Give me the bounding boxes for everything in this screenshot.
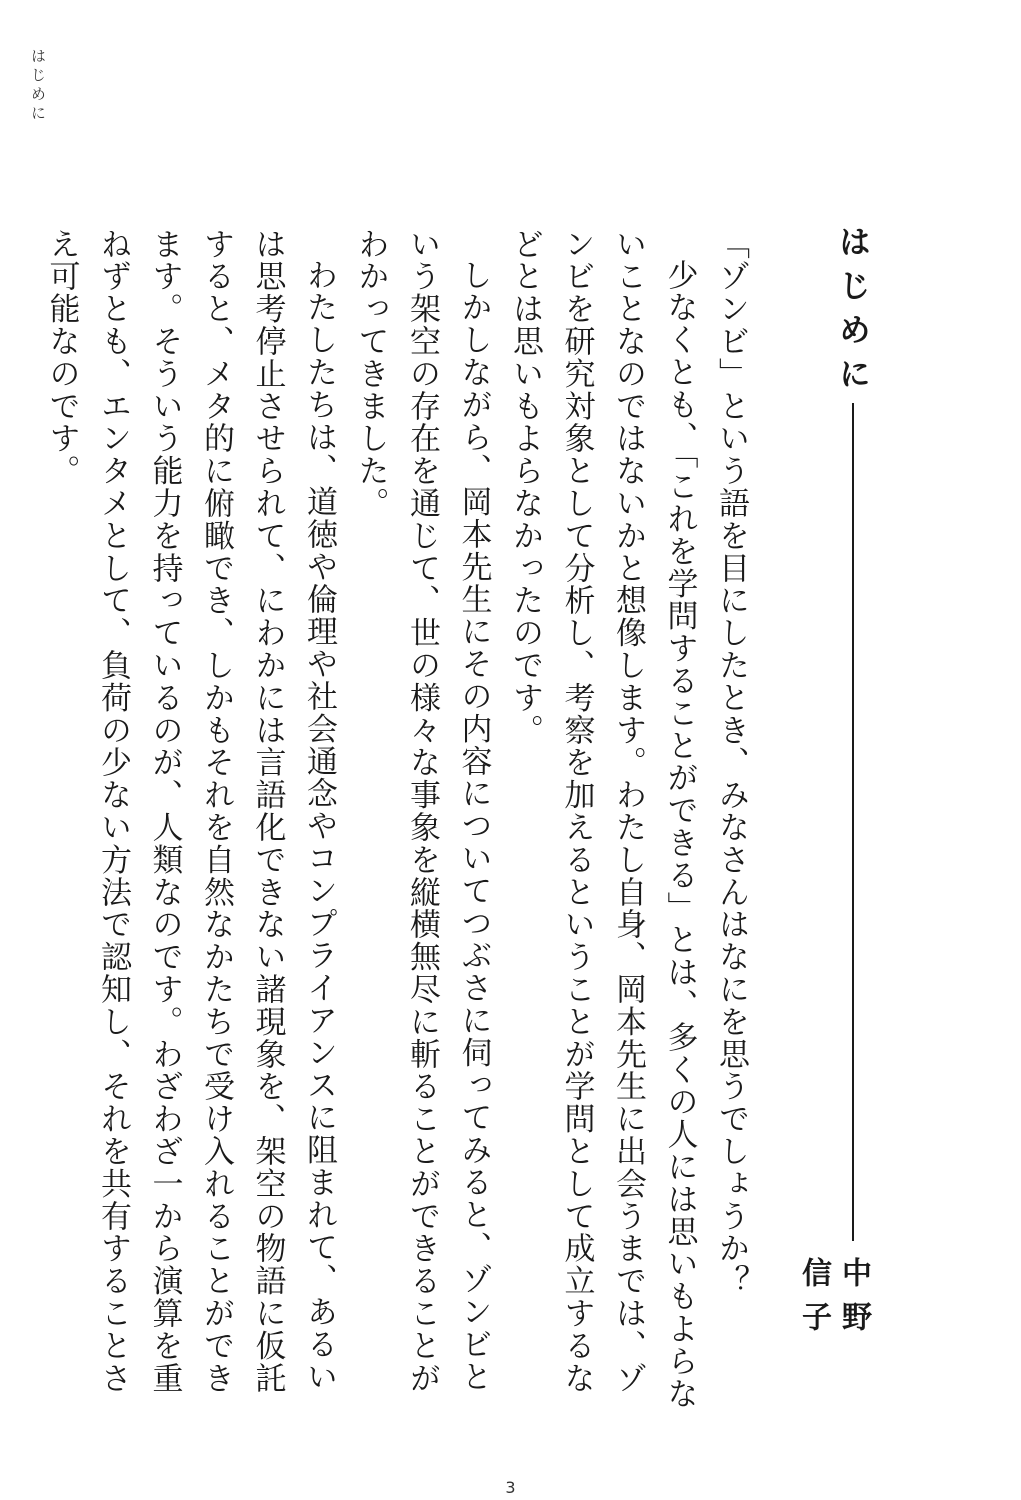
paragraph: 少なくとも、「これを学問することができる」とは、多くの人には思いもよらないことなのではないかと想像します。わたし自身、岡本先生に出会うまでは、ゾンビを研究対象として分析し、考察を加えるということが学問として成立するなどとは思いもよらなかったのです。 [507, 228, 698, 1410]
chapter-title: はじめに [834, 225, 872, 401]
running-head: はじめに [29, 48, 47, 124]
paragraph: しかしながら、岡本先生にその内容についてつぶさに伺ってみると、ゾンビという架空の存在を通じて、世の様々な事象を縦横無尽に斬ることができることがわかってきました。 [352, 228, 492, 1395]
body-text [43, 228, 756, 1413]
title-author-rule [852, 403, 854, 1241]
chapter-heading [796, 225, 873, 1375]
paragraph: わたしたちは、道徳や倫理や社会通念やコンプライアンスに阻まれて、あるいは思考停止させられて、にわかには言語化できない諸現象を、架空の物語に仮託すると、メタ的に俯瞰でき、しかもそれを自然なかたちで受け入れることができます。そういう能力を持っているのが、人類なのです。わざわざ一から演算を重ねずとも、エンタメとして、負荷の少ない方法で認知し、それを共有することさえ可能なのです。 [43, 228, 337, 1395]
author-name: 中野信子 [796, 1257, 871, 1345]
paragraph: 「ゾンビ」という語を目にしたとき、みなさんはなにを思うでしょうか？ [713, 228, 749, 1298]
page-number: 3 [505, 1478, 516, 1497]
